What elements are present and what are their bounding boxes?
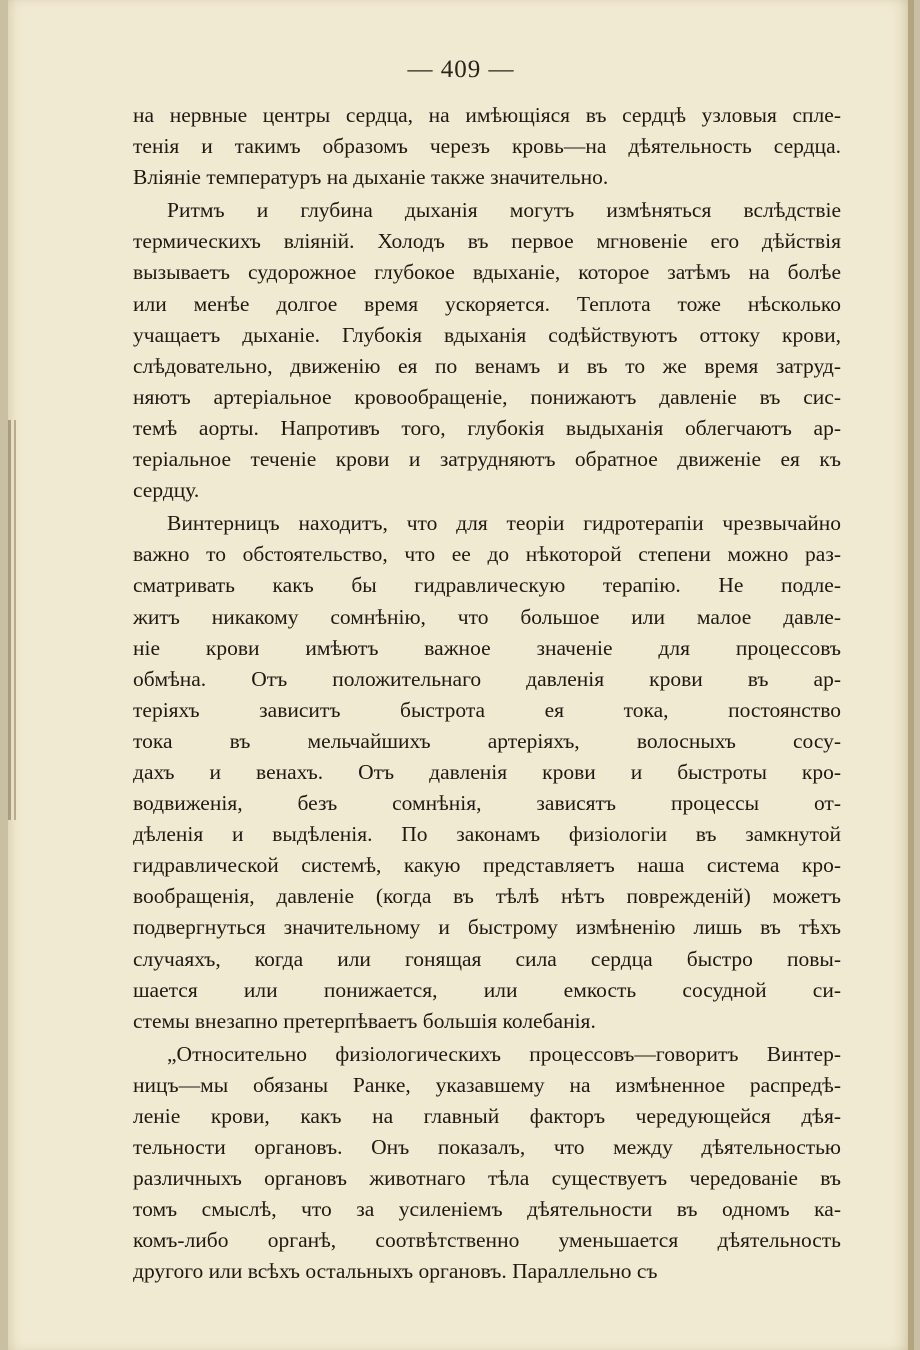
text-line: Винтерницъ находитъ, что для теорiи гидротерапiи чрезвычайно (167, 511, 841, 536)
text-line: тенiя и такимъ образомъ черезъ кровь—на дѣятельность сердца. (133, 134, 841, 159)
text-line: водвиженiя, безъ сомнѣнiя, зависятъ процессы от- (133, 791, 841, 816)
text-line: ленiе крови, какъ на главный факторъ чередующейся дѣя- (133, 1104, 841, 1128)
text-line: учащаетъ дыханiе. Глубокiя вдыханiя содѣйствуютъ оттоку крови, (133, 322, 841, 347)
text-line: Ритмъ и глубина дыханiя могутъ измѣняться вслѣдствiе (167, 198, 841, 223)
text-line: терiальное теченiе крови и затрудняютъ обратное движенiе ея къ (133, 447, 841, 472)
book-page (8, 0, 914, 1350)
page-number: — 409 — (407, 56, 515, 83)
text-line: тока въ мельчайшихъ артерiяхъ, волосныхъ сосу- (133, 728, 841, 753)
paragraph (133, 195, 841, 506)
page-edge (908, 0, 914, 1350)
text-line: случаяхъ, когда или гонящая сила сердца быстро повы- (133, 946, 841, 971)
text-line: сматривать какъ бы гидравлическую терапiю. Не подле- (133, 573, 841, 598)
text-line: дахъ и венахъ. Отъ давленiя крови и быстроты кро- (133, 759, 841, 784)
paragraph (133, 100, 841, 193)
text-line: Влiянiе температуръ на дыханiе также значительно. (133, 165, 609, 190)
text-line: обмѣна. Отъ положительнаго давленiя крови въ ар- (133, 666, 841, 691)
text-line: темѣ аорты. Напротивъ того, глубокiя выдыханiя облегчаютъ ар- (133, 415, 841, 440)
text-line: вообращенiя, давленiе (когда въ тѣлѣ нѣтъ поврежденiй) можетъ (133, 884, 841, 909)
text-line: ницъ—мы обязаны Ранке, указавшему на измѣненное распредѣ- (133, 1072, 841, 1097)
text-line: подвергнуться значительному и быстрому измѣненiю лишь въ тѣхъ (133, 915, 841, 940)
text-line: житъ никакому сомнѣнiю, что большое или малое давле- (133, 604, 841, 629)
text-line: терiяхъ зависитъ быстрота ея тока, постоянство (133, 697, 841, 722)
text-line: стемы внезапно претерпѣваетъ большiя колебанiя. (133, 1008, 596, 1033)
text-line: слѣдовательно, движенiю ея по венамъ и въ то же время затруд- (133, 353, 841, 378)
text-line: сердцу. (133, 478, 200, 503)
text-line: на нервные центры сердца, на имѣющiяся въ сердцѣ узловыя спле- (133, 103, 841, 127)
text-line: шается или понижается, или емкость сосудной си- (133, 977, 841, 1002)
text-line: „Относительно физiологическихъ процессовъ—говоритъ Винтер- (167, 1041, 841, 1066)
text-line: гидравлической системѣ, какую представляетъ наша система кро- (133, 853, 841, 878)
text-line: нiе крови имѣютъ важное значенiе для процессовъ (133, 635, 841, 660)
text-line: тельности органовъ. Онъ показалъ, что между дѣятельностью (133, 1135, 841, 1160)
text-line: важно то обстоятельство, что ее до нѣкоторой степени можно раз- (133, 542, 841, 567)
binding-edge (8, 420, 20, 820)
text-line: или менѣе долгое время ускоряется. Теплота тоже нѣсколько (133, 291, 841, 316)
text-line: комъ-либо органѣ, соотвѣтственно уменьшается дѣятельность (133, 1228, 841, 1253)
paragraph (133, 1039, 841, 1288)
paragraph (133, 508, 841, 1037)
text-line: вызываетъ судорожное глубокое вдыханiе, которое затѣмъ на болѣе (133, 260, 841, 285)
text-line: няютъ артерiальное кровообращенiе, понижаютъ давленiе въ сис- (133, 384, 841, 409)
text-line: томъ смыслѣ, что за усиленiемъ дѣятельности въ одномъ ка- (133, 1197, 841, 1222)
text-line: дѣленiя и выдѣленiя. По законамъ физiологiи въ замкнутой (133, 822, 841, 847)
text-line: другого или всѣхъ остальныхъ органовъ. Параллельно съ (133, 1259, 658, 1284)
text-line: термическихъ влiянiй. Холодъ въ первое мгновенiе его дѣйствiя (133, 229, 841, 254)
body-text (133, 100, 841, 1290)
text-line: различныхъ органовъ животнаго тѣла существуетъ чередованiе въ (133, 1166, 841, 1191)
